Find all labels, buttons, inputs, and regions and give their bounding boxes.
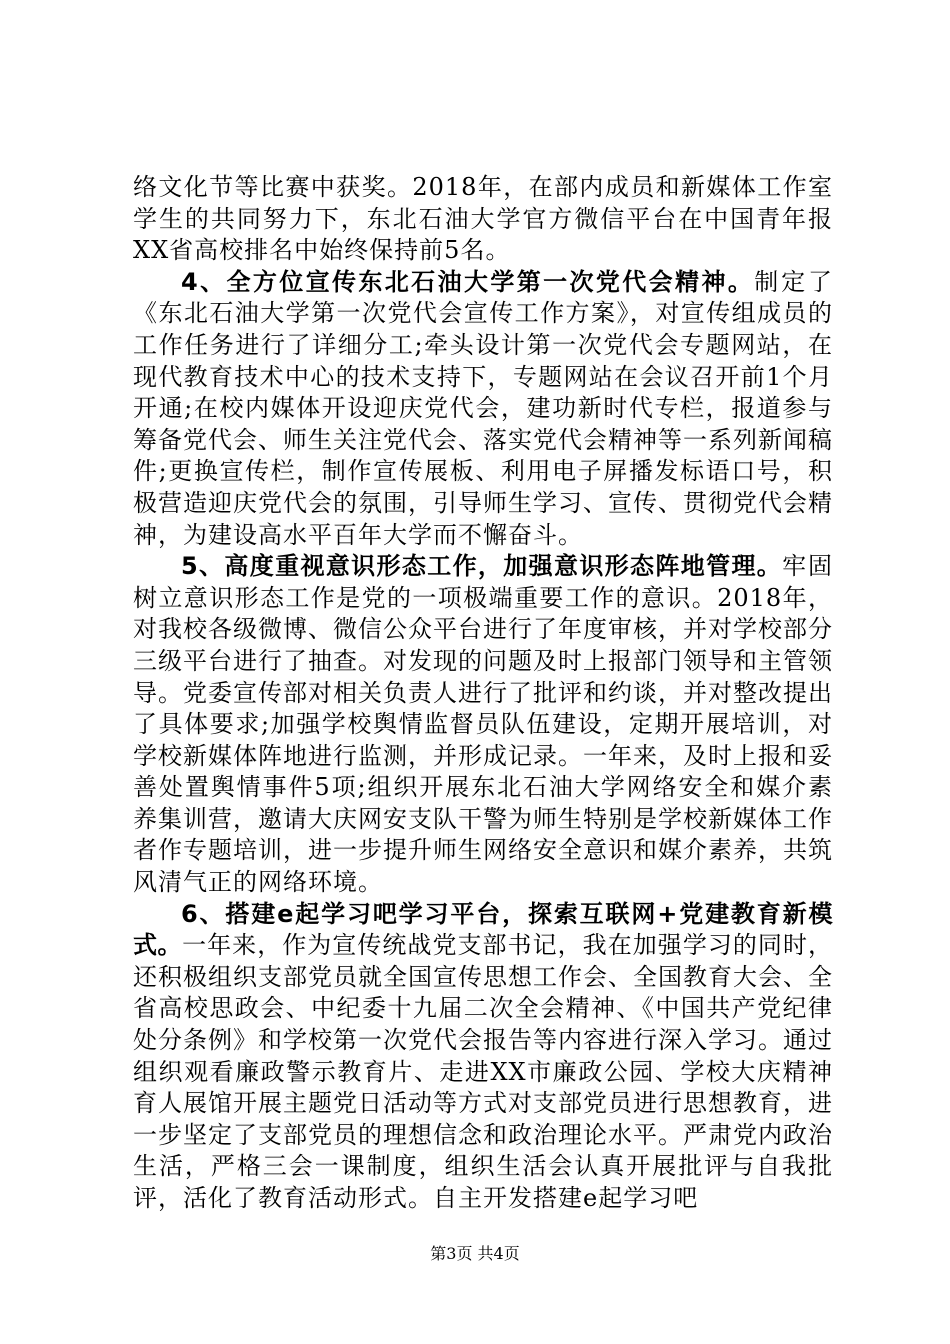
paragraph-text: 牢固树立意识形态工作是党的一项极端重要工作的意识。2018年，对我校各级微博、微信公众平台进行了年度审核，并对学校部分三级平台进行了抽查。对发现的问题及时上报部门领导和主管领导。党委宣传部对相关负责人进行了批评和约谈，并对整改提出了具体要求;加强学校舆情监督员队伍建设，定期开展培训，对学校新媒体阵地进行监测，并形成记录。一年来，及时上报和妥善处置舆情事件5项;组织开展东北石油大学网络安全和媒介素养集训营，邀请大庆网安支队干警为师生特别是学校新媒体工作者作专题培训，进一步提升师生网络安全意识和媒介素养，共筑风清气正的网络环境。 — [133, 552, 834, 897]
paragraph-item-5 — [133, 551, 833, 899]
paragraph-heading: 5、高度重视意识形态工作，加强意识形态阵地管理。 — [181, 552, 783, 581]
paragraph-item-4 — [133, 267, 833, 551]
paragraph-continuation — [133, 172, 833, 267]
document-body — [133, 172, 833, 1215]
paragraph-item-6 — [133, 899, 833, 1215]
paragraph-text: 一年来，作为宣传统战党支部书记，我在加强学习的同时，还积极组织支部党员就全国宣传思想工作会、全国教育大会、全省高校思政会、中纪委十九届二次全会精神、《中国共产党纪律处分条例》和学校第一次党代会报告等内容进行深入学习。通过组织观看廉政警示教育片、走进XX市廉政公园、学校大庆精神育人展馆开展主题党日活动等方式对支部党员进行思想教育，进一步坚定了支部党员的理想信念和政治理论水平。严肃党内政治生活，严格三会一课制度，组织生活会认真开展批评与自我批评，活化了教育活动形式。自主开发搭建e起学习吧 — [133, 931, 834, 1212]
paragraph-text: 络文化节等比赛中获奖。2018年，在部内成员和新媒体工作室学生的共同努力下，东北石油大学官方微信平台在中国青年报XX省高校排名中始终保持前5名。 — [133, 173, 833, 265]
paragraph-heading: 6、搭建e起学习吧学习平台，探索互联网+党建教育新模式。 — [133, 899, 833, 960]
page-footer: 第3页 共4页 — [430, 1244, 520, 1263]
paragraph-text: 制定了《东北石油大学第一次党代会宣传工作方案》，对宣传组成员的工作任务进行了详细分工;牵头设计第一次党代会专题网站，在现代教育技术中心的技术支持下，专题网站在会议召开前1个月开通;在校内媒体开设迎庆党代会，建功新时代专栏，报道参与筹备党代会、师生关注党代会、落实党代会精神等一系列新闻稿件;更换宣传栏，制作宣传展板、利用电子屏播发标语口号，积极营造迎庆党代会的氛围，引导师生学习、宣传、贯彻党代会精神，为建设高水平百年大学而不懈奋斗。 — [133, 267, 834, 549]
paragraph-heading: 4、全方位宣传东北石油大学第一次党代会精神。 — [181, 267, 755, 296]
